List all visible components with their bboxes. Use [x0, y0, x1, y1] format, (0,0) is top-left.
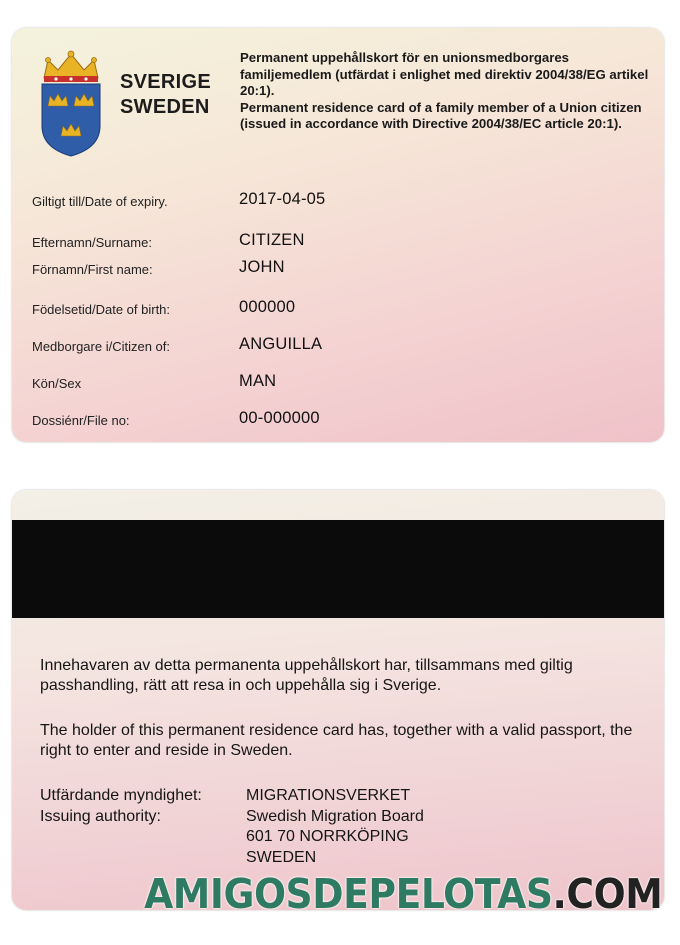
field-label: Dossiénr/File no: [32, 413, 130, 428]
authority-line: SWEDEN [246, 848, 317, 866]
holder-statement-sv [40, 656, 640, 696]
field-label: Förnamn/First name: [32, 262, 153, 277]
field-label: Giltigt till/Date of expiry. [32, 194, 168, 209]
authority-line: Swedish Migration Board [246, 807, 424, 825]
issuing-authority-label-sv: Utfärdande myndighet: [40, 787, 202, 804]
magnetic-stripe [12, 520, 664, 618]
field-value: 00-000000 [239, 409, 320, 427]
holder-statement-sv-text: Innehavaren av detta permanenta uppehållskort har, tillsammans med giltig passhandling, rätt att resa in och uppehålla sig i Sverige. [40, 657, 573, 694]
card-front [12, 28, 664, 442]
field-value: MAN [239, 372, 277, 390]
card-title [240, 50, 656, 133]
card-title-sv: Permanent uppehållskort för en unionsmedborgares familjemedlem (utfärdat i enlighet med direktiv 2004/38/EG artikel 20:1). [240, 50, 649, 98]
issuing-authority-address [246, 786, 424, 868]
holder-statement-en [40, 721, 640, 761]
swedish-coat-of-arms-icon [34, 50, 108, 158]
watermark-main: AMIGOSDEPELOTAS [143, 870, 553, 918]
card-title-en: Permanent residence card of a family member of a Union citizen (issued in accordance with Directive 2004/38/EC article 20:1). [240, 99, 642, 131]
watermark-tld: .COM [552, 870, 662, 918]
field-label: Födelsetid/Date of birth: [32, 302, 171, 317]
country-name-en: SWEDEN [120, 96, 210, 118]
issuing-authority-label-en: Issuing authority: [40, 807, 161, 825]
field-value: JOHN [239, 258, 285, 276]
card-back [12, 490, 664, 910]
field-value: 000000 [239, 298, 296, 316]
field-label: Medborgare i/Citizen of: [32, 339, 171, 354]
holder-statement-en-text: The holder of this permanent residence card has, together with a valid passport, the right to enter and reside in Sweden. [40, 722, 633, 759]
field-value: ANGUILLA [239, 335, 323, 353]
authority-line: MIGRATIONSVERKET [246, 787, 411, 804]
field-label: Kön/Sex [32, 376, 82, 391]
country-name [120, 70, 211, 120]
field-value: CITIZEN [239, 231, 305, 249]
issuing-authority-labels [40, 786, 202, 827]
country-name-sv: SVERIGE [120, 71, 212, 93]
watermark [144, 870, 662, 918]
authority-line: 601 70 NORRKÖPING [246, 828, 409, 845]
field-label: Efternamn/Surname: [32, 235, 152, 250]
field-value: 2017-04-05 [239, 190, 326, 208]
